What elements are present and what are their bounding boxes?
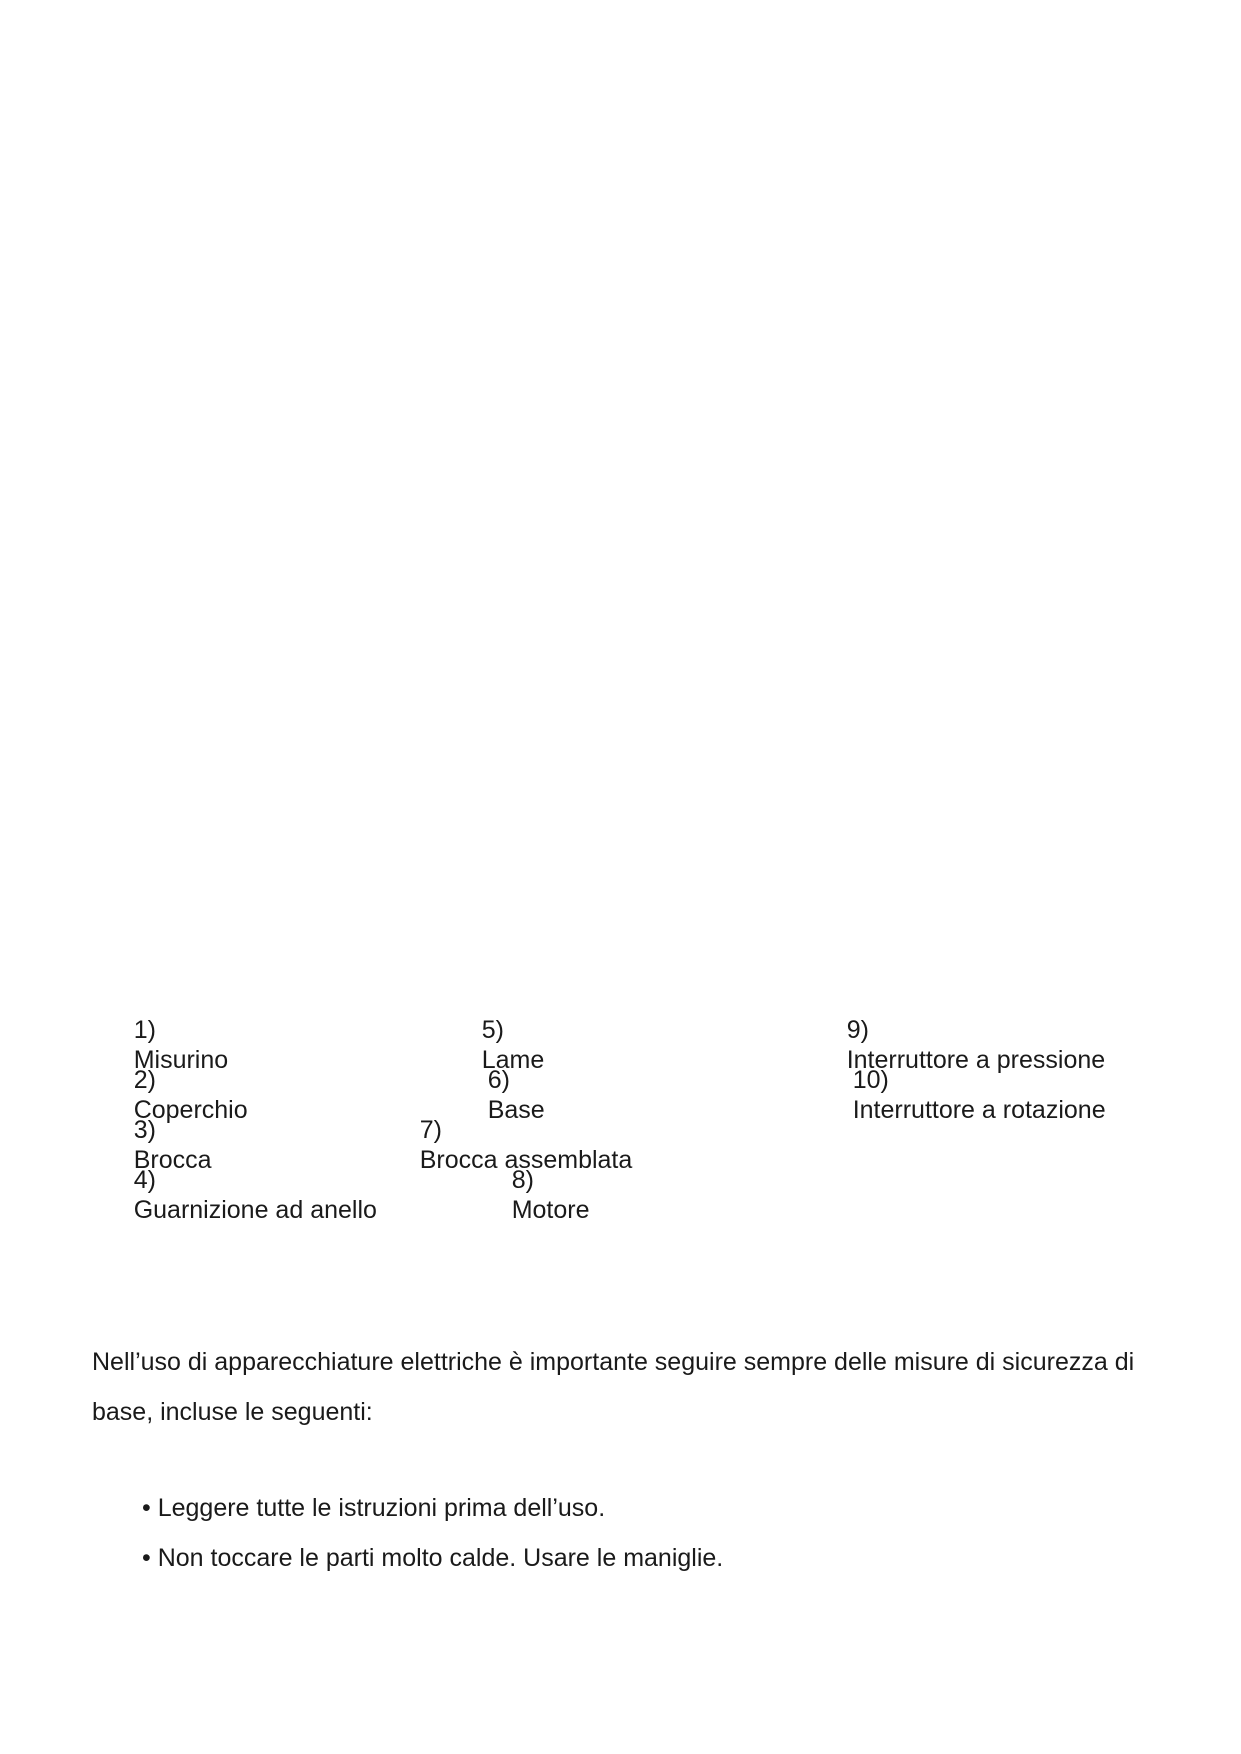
part-number: 1) [133,1016,156,1044]
part-item [811,1035,1106,1155]
part-label: Base [487,1096,545,1124]
part-label: Brocca assemblata [419,1146,633,1174]
part-number: 6) [487,1066,510,1094]
part-label: Guarnizione ad anello [133,1196,377,1224]
part-number: 9) [846,1016,869,1044]
part-number: 4) [133,1166,156,1194]
part-label: Misurino [133,1046,229,1074]
part-item [470,1135,590,1255]
list-item: • Non toccare le parti molto calde. Usare le maniglie. [142,1544,724,1572]
list-item: • Leggere tutte le istruzioni prima dell’uso. [142,1494,606,1522]
part-number: 5) [481,1016,504,1044]
safety-intro: Nell’uso di apparecchiature elettriche è importante seguire sempre delle misure di sicurezza di base, incluse le seguenti: [92,1348,1135,1426]
part-label: Interruttore a pressione [846,1046,1106,1074]
part-number: 7) [419,1116,442,1144]
part-label: Brocca [133,1146,212,1174]
part-number: 10) [852,1066,889,1094]
part-label: Lame [481,1046,545,1074]
part-number: 8) [511,1166,534,1194]
part-number: 3) [133,1116,156,1144]
part-label: Motore [511,1196,590,1224]
part-item [92,1135,377,1255]
safety-bullet-list [142,1483,723,1583]
part-number: 2) [133,1066,156,1094]
part-label: Coperchio [133,1096,248,1124]
part-label: Interruttore a rotazione [852,1096,1106,1124]
